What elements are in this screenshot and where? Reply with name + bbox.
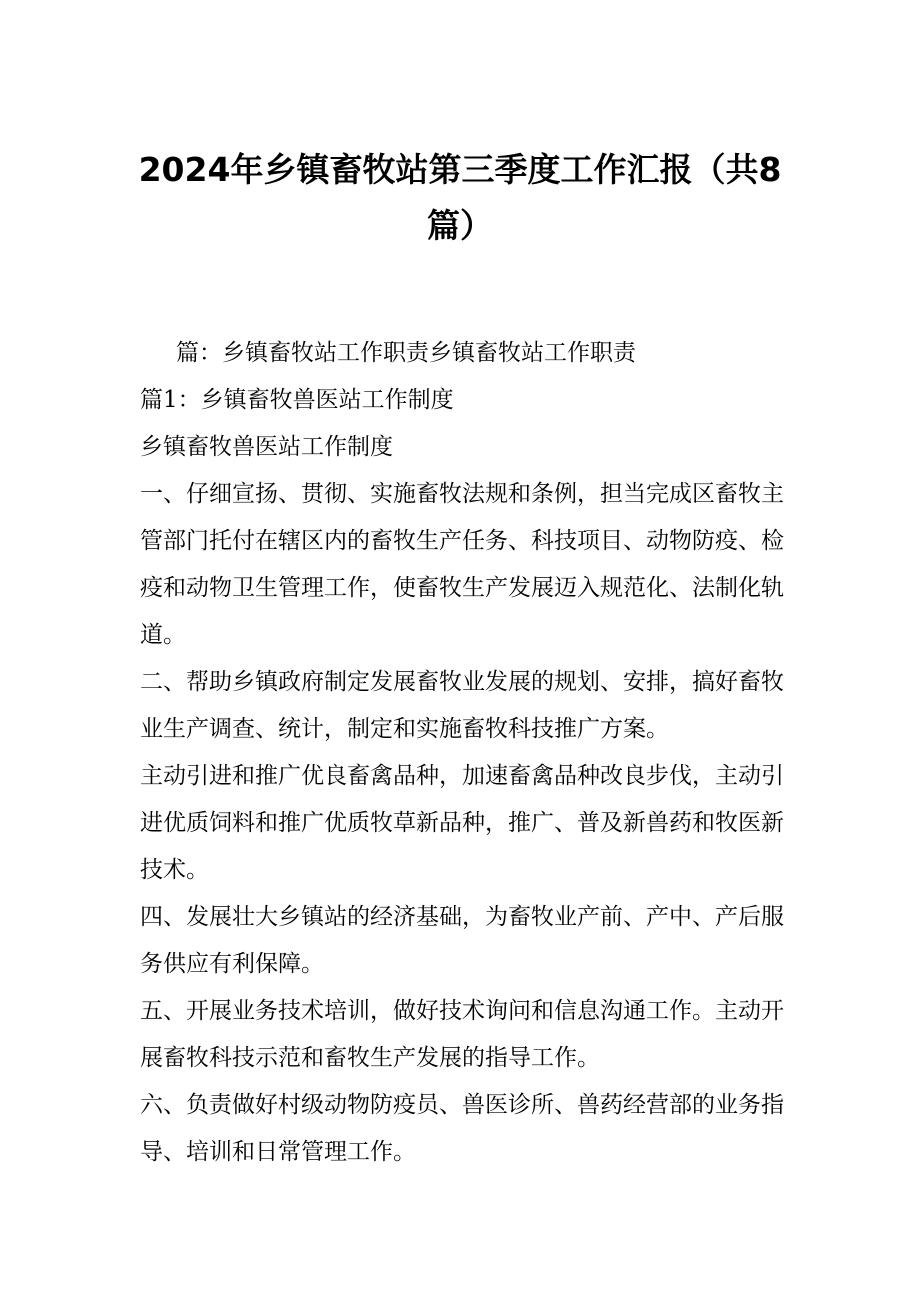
body-paragraph: 乡镇畜牧兽医站工作制度 (140, 434, 393, 460)
title-line-1: 2024年乡镇畜牧站第三季度工作汇报（共8 (138, 150, 782, 189)
body-paragraph: 二、帮助乡镇政府制定发展畜牧业发展的规划、安排，搞好畜牧业生产调查、统计，制定和实施畜牧科技推广方案。 (140, 669, 784, 742)
subsection-heading: 篇1：乡镇畜牧兽医站工作制度 (140, 387, 454, 413)
title-line-2: 篇） (427, 206, 493, 245)
document-title (100, 142, 820, 254)
document-body (140, 330, 785, 1176)
body-paragraph: 一、仔细宣扬、贯彻、实施畜牧法规和条例，担当完成区畜牧主管部门托付在辖区内的畜牧生产任务、科技项目、动物防疫、检疫和动物卫生管理工作，使畜牧生产发展迈入规范化、法制化轨道。 (140, 481, 784, 648)
body-paragraph: 四、发展壮大乡镇站的经济基础，为畜牧业产前、产中、产后服务供应有利保障。 (140, 904, 784, 977)
body-paragraph: 五、开展业务技术培训，做好技术询问和信息沟通工作。主动开展畜牧科技示范和畜牧生产发展的指导工作。 (140, 998, 784, 1071)
body-paragraph: 主动引进和推广优良畜禽品种，加速畜禽品种改良步伐，主动引进优质饲料和推广优质牧草新品种，推广、普及新兽药和牧医新技术。 (140, 763, 784, 883)
section-heading: 篇：乡镇畜牧站工作职责乡镇畜牧站工作职责 (176, 340, 636, 366)
body-paragraph: 六、负责做好村级动物防疫员、兽医诊所、兽药经营部的业务指导、培训和日常管理工作。 (140, 1092, 784, 1165)
